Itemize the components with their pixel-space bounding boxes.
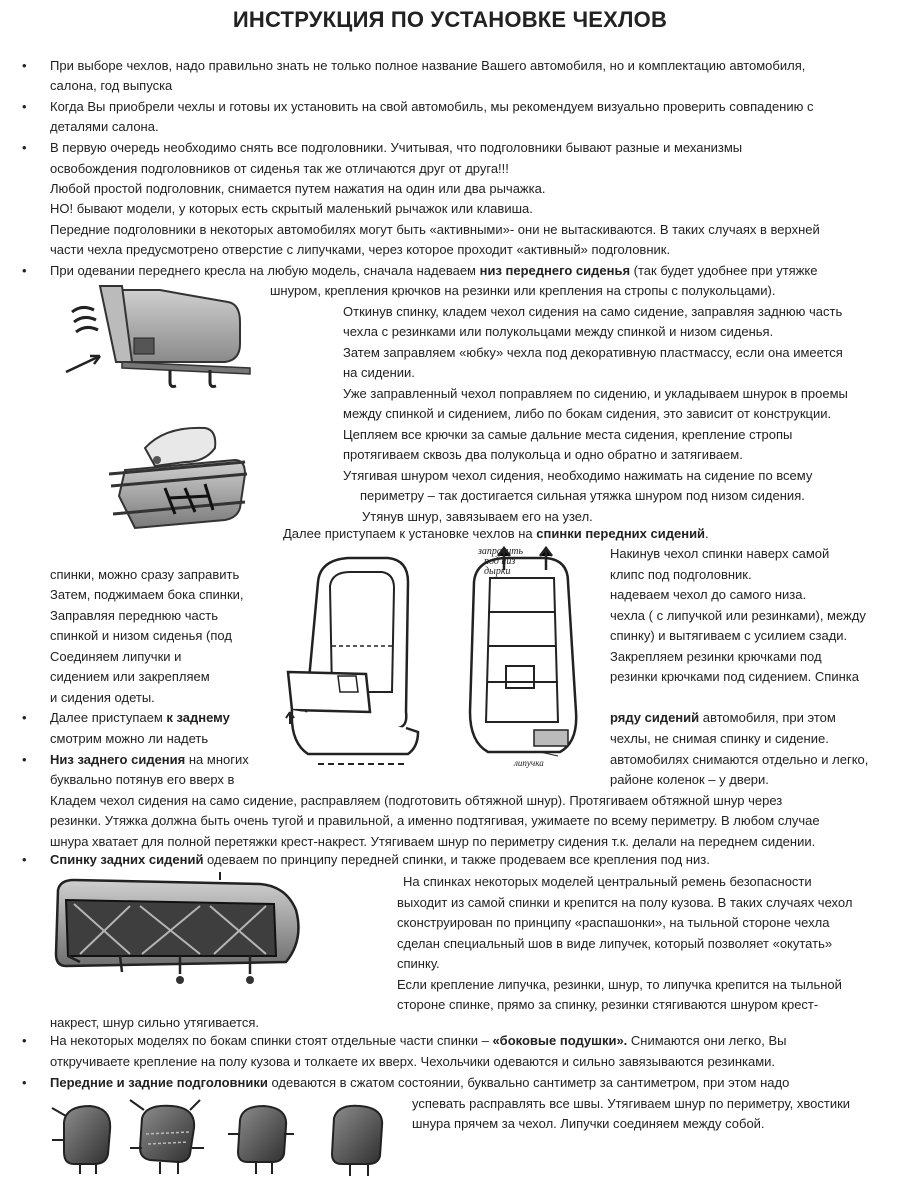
text-line: Закрепляем резинки крючками под xyxy=(610,649,822,664)
rear-backrest-illustration xyxy=(50,870,310,1000)
text-line: Любой простой подголовник, снимается путем нажатия на один или два рычажка. xyxy=(50,181,546,196)
emphasis-text: «боковые подушки». xyxy=(492,1033,628,1048)
text-line: Затем, поджимаем бока спинки, xyxy=(50,587,244,602)
text-line: Уже заправленный чехол поправляем по сидению, и укладываем шнурок в проемы xyxy=(343,386,848,401)
seat-back-diagram xyxy=(278,542,600,774)
text-line: Утянув шнур, завязываем его на узел. xyxy=(362,509,593,524)
bullet-marker: • xyxy=(22,140,27,155)
text-line: шнуром, крепления крючков на резинки или крепления на стропы с полукольцами). xyxy=(270,283,776,298)
text-line: ряду сидений автомобиля, при этом xyxy=(610,710,836,725)
bullet-marker: • xyxy=(22,1075,27,1090)
text-line: накрест, шнур сильно утягивается. xyxy=(50,1015,259,1030)
text-line: на сидении. xyxy=(343,365,415,380)
text-line: сконструирован по принципу «распашонки», на тыльной стороне чехла xyxy=(397,915,830,930)
text-line: При одевании переднего кресла на любую модель, сначала надеваем низ переднего сиденья (так будет удобнее при утяжке xyxy=(50,263,818,278)
text-line: Кладем чехол сидения на само сидение, расправляем (подготовить обтяжной шнур). Протягиваем обтяжной шнур через xyxy=(50,793,783,808)
text-line: Накинув чехол спинки наверх самой xyxy=(610,546,830,561)
text-line: клипс под подголовник. xyxy=(610,567,752,582)
text-line: успевать расправлять все швы. Утягиваем шнур по периметру, хвостики xyxy=(412,1096,851,1111)
text-line: районе коленок – у двери. xyxy=(610,772,769,787)
bullet-marker: • xyxy=(22,1033,27,1048)
diagram-label-under: под низ xyxy=(484,556,516,567)
text-line: На спинках некоторых моделей центральный ремень безопасности xyxy=(403,874,812,889)
text-line: Соединяем липучки и xyxy=(50,649,182,664)
text-line: сидением или закрепляем xyxy=(50,669,210,684)
text-line: периметру – так достигается сильная утяжка шнуром под низом сидения. xyxy=(360,488,805,503)
text-line: протягиваем сквозь два полукольца и одно обратно и затягиваем. xyxy=(343,447,743,462)
bullet-marker: • xyxy=(22,263,27,278)
seat-base-hooks-illustration xyxy=(60,282,260,392)
text-line: выходит из самой спинки и крепится на полу кузова. В таких случаях чехол xyxy=(397,895,853,910)
emphasis-text: Передние и задние подголовники xyxy=(50,1075,268,1090)
text-line: В первую очередь необходимо снять все подголовники. Учитывая, что подголовники бывают разные и механизмы xyxy=(50,140,743,155)
text-line: На некоторых моделях по бокам спинки стоят отдельные части спинки – «боковые подушки». Снимаются они легко, Вы xyxy=(50,1033,787,1048)
text-line: спинки, можно сразу заправить xyxy=(50,567,240,582)
text-line: Когда Вы приобрели чехлы и готовы их установить на свой автомобиль, мы рекомендуем визуально проверить совпадению с xyxy=(50,99,814,114)
diagram-label-holes: дырки xyxy=(484,566,511,577)
text-line: между спинкой и сидением, либо по бокам сидения, это зависит от конструкции. xyxy=(343,406,832,421)
emphasis-text: низ переднего сиденья xyxy=(479,263,631,278)
emphasis-text: спинки передних сидений xyxy=(536,526,706,541)
text-line: Спинку задних сидений одеваем по принципу передней спинки, и также продеваем все крепления под низ. xyxy=(50,852,710,867)
page-title: ИНСТРУКЦИЯ ПО УСТАНОВКЕ ЧЕХЛОВ xyxy=(232,7,668,32)
bullet-marker: • xyxy=(22,58,27,73)
text-line: и сидения одеты. xyxy=(50,690,155,705)
text-line: чехла с резинками или полукольцами между спинкой и низом сиденья. xyxy=(343,324,774,339)
text-line: чехла ( с липучкой или резинками), между xyxy=(610,608,866,623)
text-line: спинку) и вытягиваем с усилием сзади. xyxy=(610,628,848,643)
text-line: При выборе чехлов, надо правильно знать не только полное название Вашего автомобиля, но и комплектацию автомобиля, xyxy=(50,58,806,73)
text-line: Передние и задние подголовники одеваются в сжатом состоянии, буквально сантиметр за сантиметром, при этом надо xyxy=(50,1075,790,1090)
text-line: Затем заправляем «юбку» чехла под декоративную пластмассу, если она имеется xyxy=(343,345,843,360)
text-line: Далее приступаем к заднему xyxy=(50,710,230,725)
text-line: Цепляем все крючки за самые дальние места сидения, крепление стропы xyxy=(343,427,793,442)
emphasis-text: Низ заднего сидения xyxy=(50,752,186,767)
text-line: смотрим можно ли надеть xyxy=(50,731,209,746)
text-line: чехлы, не снимая спинку и сидение. xyxy=(610,731,829,746)
text-line: части чехла предусмотрено отверстие с липучками, через которое проходит «активный» подголовник. xyxy=(50,242,671,257)
text-line: Если крепление липучка, резинки, шнур, то липучка крепится на тыльной xyxy=(397,977,842,992)
text-line: НО! бывают модели, у которых есть скрытый маленький рычажок или клавиша. xyxy=(50,201,533,216)
text-line: шнура прячем за чехол. Липучки соединяем между собой. xyxy=(412,1116,765,1131)
emphasis-text: к заднему xyxy=(166,710,230,725)
text-line: Утягивая шнуром чехол сидения, необходимо нажимать на сидение по всему xyxy=(343,468,813,483)
text-line: деталями салона. xyxy=(50,119,159,134)
text-line: откручиваете крепление на полу кузова и толкаете их вверх. Чехольчики одеваются и сильно завязываются резинками. xyxy=(50,1054,776,1069)
emphasis-text: Спинку задних сидений xyxy=(50,852,204,867)
text-line: сделан специальный шов в виде липучек, который позволяет «окутать» xyxy=(397,936,833,951)
emphasis-text: ряду сидений xyxy=(610,710,700,725)
text-line: спинку. xyxy=(397,956,440,971)
text-line: резинки крючками под сидением. Спинка xyxy=(610,669,859,684)
text-line: освобождения подголовников от сиденья так же отличаются друг от друга!!! xyxy=(50,161,509,176)
bullet-marker: • xyxy=(22,710,27,725)
headrest-sequence-illustration xyxy=(50,1094,400,1184)
text-line: шнура хватает для полной перетяжки крест-накрест. Утягиваем шнур по периметру сидения т.к. делали на переднем сидении. xyxy=(50,834,816,849)
text-line: буквально потянув его вверх в xyxy=(50,772,235,787)
text-line: Заправляя переднюю часть xyxy=(50,608,219,623)
text-line: салона, год выпуска xyxy=(50,78,173,93)
bullet-marker: • xyxy=(22,752,27,767)
bullet-marker: • xyxy=(22,99,27,114)
text-line: спинкой и низом сиденья (под xyxy=(50,628,232,643)
text-line: Далее приступаем к установке чехлов на спинки передних сидений. xyxy=(283,526,709,541)
text-line: стороне спинке, прямо за спинку, резинки стягиваются шнуром крест- xyxy=(397,997,819,1012)
diagram-label-tuck: заправить xyxy=(478,546,524,557)
text-line: автомобилях снимаются отдельно и легко, xyxy=(610,752,869,767)
text-line: резинки. Утяжка должна быть очень тугой и правильной, а именно подтягивая, ужимаете по всему периметру. В любом случае xyxy=(50,813,820,828)
seat-lacing-illustration xyxy=(105,418,255,533)
text-line: надеваем чехол до самого низа. xyxy=(610,587,807,602)
bullet-marker: • xyxy=(22,852,27,867)
text-line: Откинув спинку, кладем чехол сидения на само сидение, заправляя заднюю часть xyxy=(343,304,843,319)
text-line: Передние подголовники в некоторых автомобилях могут быть «активными»- они не вытаскиваются. В таких случаях в верхней xyxy=(50,222,820,237)
text-line: Низ заднего сидения на многих xyxy=(50,752,249,767)
diagram-label-velcro: липучка xyxy=(514,758,544,768)
